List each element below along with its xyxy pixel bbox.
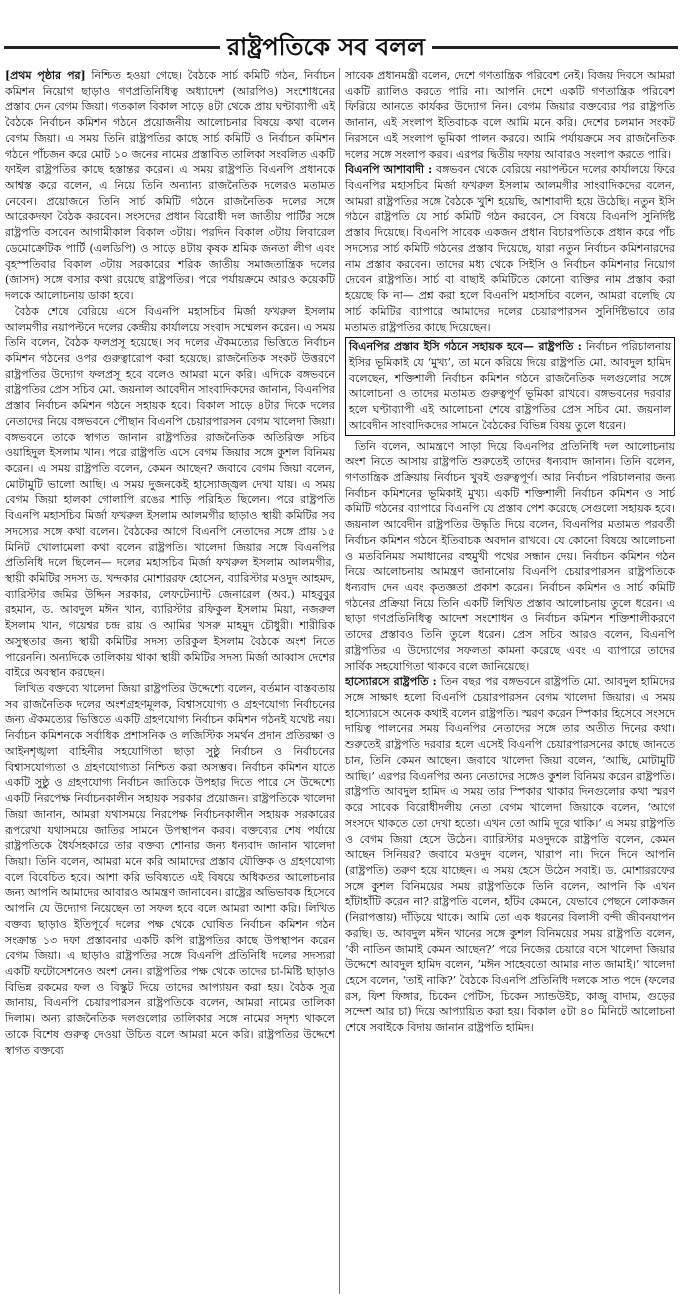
right-column bbox=[345, 68, 675, 1294]
subhead-proposal-helpful: বিএনপির প্রস্তাব ইসি গঠনে সহায়ক হবে— রাষ্ট্রপতি : bbox=[349, 340, 582, 354]
left-paragraph-1 bbox=[5, 68, 335, 304]
headline-bar bbox=[0, 24, 681, 70]
right-paragraph-4: তিনি বলেন, আমন্ত্রণে সাড়া দিয়ে বিএনপির প্রতিনিধি দল আলোচনায় অংশ নিতে আসায় রাষ্ট্রপতি শুরুতেই তাদের ধন্যবাদ জানান। তিনি বলেন, গণতান্ত্রিক প্রক্রিয়ায় নির্বাচন খুবই গুরুত্বপূর্ণ। আর নির্বাচন পরিচালনার জন্য নির্বাচন কমিশনের ভূমিকাই মুখ্য। একটি শক্তিশালী নির্বাচন কমিশন ও সার্চ কমিটি গঠনের ব্যাপারে বিএনপি যে প্রস্তাব পেশ করেছে সেগুলো সহায়ক হবে। জয়নাল আবেদীন রাষ্ট্রপতির উদ্ধৃতি দিয়ে বলেন, বিএনপির মতামত পরবর্তী নির্বাচন কমিশন গঠনে ইতিবাচক অবদান রাখবে। যে কোনো বিষয়ে আলোচনা ও মতবিনিময় সমাধানের বহুমুখী পথের সন্ধান দেয়। নির্বাচন কমিশন গঠন নিয়ে আলোচনায় আমন্ত্রণ জানানোয় বিএনপি চেয়ারপারসন রাষ্ট্রপতিকে ধন্যবাদ দেন এবং কৃতজ্ঞতা প্রকাশ করেন। নির্বাচন কমিশন ও সার্চ কমিটি গঠনের প্রক্রিয়া নিয়ে তিনি একটি লিখিত প্রস্তাব আলোচনায় তুলে ধরেন। এ ছাড়া গণপ্রতিনিধিত্ব আদেশ সংশোধন ও নির্বাচন কমিশন শক্তিশালীকরণে তাদের প্রস্তাবও তিনি তুলে ধরেন। প্রেস সচিব আরও বলেন, বিএনপি রাষ্ট্রপতির এ উদ্যোগের সফলতা কামনা করেছে এবং এ ব্যাপারে তাদের সার্বিক সহযোগিতা থাকবে বলে জানিয়েছে। bbox=[345, 439, 675, 673]
right-paragraph-3-boxed bbox=[345, 337, 675, 435]
left-paragraph-1-text: নিশ্চিত হওয়া গেছে। বৈঠকে সার্চ কমিটি গঠন, নির্বাচন কমিশন নিয়োগ ছাড়াও গণপ্রতিনিধিত্ব অধ্যাদেশ (আরপিও) সংশোধনের প্রস্তাব দেন বেগম জিয়া। গতকাল বিকাল সাড়ে ৪টা থেকে প্রায় ঘণ্টাব্যাপী এই বৈঠকে নির্বাচন কমিশন গঠনে প্রয়োজনীয় আলোচনার বিষয়ে কথা বলেন বেগম জিয়া। এ সময় তিনি রাষ্ট্রপতির কাছে সার্চ কমিটি ও নির্বাচন কমিশন গঠনে পাঁচজন করে মোট ১০ জনের নামের প্রস্তাবিত তালিকা সংবলিত একটি ফাইল রাষ্ট্রপতির কাছে হস্তান্তর করেন। এ সময় রাষ্ট্রপতি বিএনপি প্রধানকে আশ্বস্ত করে বলেন, এ নিয়ে তিনি অন্যান্য রাজনৈতিক দলেরও মতামত নেবেন। প্রয়োজনে তিনি সার্চ কমিটি গঠনে রাজনৈতিক দলের সঙ্গে আরেকদফা বৈঠক করবেন। সংসদের প্রধান বিরোধী দল জাতীয় পার্টির সঙ্গে রাষ্ট্রপতি বসবেন আগামীকাল বিকাল ৩টায়। পরদিন বিকাল ৩টায় লিবারেল ডেমোক্রেটিক পার্টি (এলডিপি) ও সাড়ে ৪টায় কৃষক শ্রমিক জনতা লীগ এবং বৃহস্পতিবার বিকাল ৩টায় সরকারের শরিক জাতীয় সমাজতান্ত্রিক দলের (জাসদ) সঙ্গে বসার কথা রয়েছে রাষ্ট্রপতির। পরে পর্যায়ক্রমে আরও কয়েকটি দলকে আলোচনায় ডাকা হবে। bbox=[5, 69, 335, 303]
right-paragraph-3-text: নির্বাচন পরিচালনায় ইসির ভূমিকাই যে ‘মুখ্য’, তা মনে করিয়ে দিয়ে রাষ্ট্রপতি মো. আবদুল হামিদ বলেছেন, শক্তিশালী নির্বাচন কমিশন গঠনে রাজনৈতিক দলগুলোর সঙ্গে আলোচনা ও তাদের মতামত গুরুত্বপূর্ণ ভূমিকা রাখবে। বঙ্গভবনের দরবার হলে ঘণ্টাব্যাপী এই আলোচনা শেষে রাষ্ট্রপতির প্রেস সচিব মো. জয়নাল আবেদীন সাংবাদিকদের সামনে বৈঠকের বিভিন্ন বিষয় তুলে ধরেন। bbox=[349, 340, 671, 432]
column-divider bbox=[339, 68, 340, 1294]
left-paragraph-3: লিখিত বক্তব্যে খালেদা জিয়া রাষ্ট্রপতির উদ্দেশ্যে বলেন, বর্তমান বাস্তবতায় সব রাজনৈতিক দলের অংশগ্রহণমূলক, বিশ্বাসযোগ্য ও গ্রহণযোগ্য নির্বাচনের জন্য ঐকমত্যের ভিত্তিতে একটি গ্রহণযোগ্য নির্বাচন কমিশন গঠনই যথেষ্ট নয়। নির্বাচন কমিশনকে সর্বাধিক প্রশাসনিক ও লজিস্টিক সমর্থন প্রদান প্রতিরক্ষা ও আইনশৃঙ্খলা বাহিনীর সহযোগিতা ছাড়া সুষ্ঠু নির্বাচন ও নির্বাচনের বিশ্বাসযোগ্যতা ও গ্রহণযোগ্যতা নিশ্চিত করা অসম্ভব। নির্বাচন কমিশন যাতে একটি সুষ্ঠু ও গ্রহণযোগ্য নির্বাচন জাতিকে উপহার দিতে পারে সে উদ্দেশ্যে একটি নিরপেক্ষ নির্বাচনকালীন সহায়ক সরকার প্রয়োজন। রাষ্ট্রপতিকে খালেদা জিয়া জানান, আমরা যথাসময়ে নিরপেক্ষ নির্বাচনকালীন সহায়ক সরকারের রূপরেখা যথাসময়ে জাতির সামনে উপস্থাপন করব। বক্তব্যের শেষ পর্যায়ে রাষ্ট্রপতিকে ধৈর্যসহকারে তার বক্তব্য শোনার জন্য ধন্যবাদ জানান খালেদা জিয়া। তিনি বলেন, আমরা মনে করি আমাদের প্রস্তাব যৌক্তিক ও গ্রহণযোগ্য বলে বিবেচিত হবে। আশা করি ভবিষ্যতে এই বিষয়ে অধিকতর আলোচনার জন্য আপনি আমাদের আবারও আমন্ত্রণ জানাবেন। রাষ্ট্রের অভিভাবক হিসেবে আপনি যে উদ্যোগ নিয়েছেন তা সফল হবে বলে আমরা আশা করি। লিখিত বক্তব্য ছাড়াও ইতিপূর্বে দলের পক্ষ থেকে ঘোষিত নির্বাচন কমিশন গঠন সংক্রান্ত ১৩ দফা প্রস্তাবনার একটি কপি রাষ্ট্রপতির কাছে উপস্থাপন করেন বেগম জিয়া। এ ছাড়াও রাষ্ট্রপতির সঙ্গে বিএনপি প্রতিনিধি দলের সদস্যরা একটি ফটোসেশনেও অংশ নেন। রাষ্ট্রপতির পক্ষ থেকে তাদের চা-মিষ্টি ছাড়াও বিভিন্ন রকমের ফল ও বিস্কুট দিয়ে তাদের আপ্যায়ন করা হয়। বৈঠক সূত্র জানায়, বিএনপি চেয়ারপারসন রাষ্ট্রপতিকে বলেন, আমরা নামের তালিকা দিলাম। অন্য রাজনৈতিক দলগুলোর তালিকার সঙ্গে নামের সদৃশ্য থাকলে তাকে বিশেষ গুরুত্ব দেওয়া উচিত বলে আমরা মনে করি। রাষ্ট্রপতির উদ্দেশে স্বাগত বক্তব্যে bbox=[5, 682, 335, 1057]
headline-rule-right bbox=[432, 46, 678, 49]
headline: রাষ্ট্রপতিকে সব বলল bbox=[226, 32, 426, 61]
subhead-president-humor: হাস্যোরসে রাষ্ট্রপতি : bbox=[345, 675, 437, 689]
left-paragraph-2: বৈঠক শেষে বেরিয়ে এসে বিএনপি মহাসচিব মির্জা ফখরুল ইসলাম আলমগীর নয়াপল্টনে দলের কেন্দ্রীয় কার্যালয়ে সংবাদ সম্মেলন করেন। এ সময় তিনি বলেন, বৈঠক ফলপ্রসূ হয়েছে। সব দলের ঐকমত্যের ভিত্তিতে নির্বাচন কমিশন গঠনের ওপর গুরুত্বারোপ করা হয়েছে। রাজনৈতিক সংকট উত্তরণে রাষ্ট্রপতির উদ্যোগ ফলপ্রসূ হবে বলেও আমরা মনে করি। এদিকে বঙ্গভবনে রাষ্ট্রপতির প্রেস সচিব মো. জয়নাল আবেদীন সাংবাদিকদের জানান, বিএনপির প্রস্তাব নির্বাচন কমিশন গঠনে সহায়ক হবে। বিকাল সাড়ে ৪টার দিকে দলের নেতাদের নিয়ে বঙ্গভবনে পৌছান বিএনপি চেয়ারপারসন বেগম খালেদা জিয়া। বঙ্গভবনে তাকে স্বাগত জানান রাষ্ট্রপতির রাজনৈতিক অতিরিক্ত সচিব ওয়াহিদুল ইসলাম খান। পরে রাষ্ট্রপতি এসে বেগম জিয়ার সঙ্গে কুশল বিনিময় করেন। এ সময় রাষ্ট্রপতি বলেন, কেমন আছেন? জবাবে বেগম জিয়া বলেন, মোটামুটি ভালো আছি। এ সময় দুজনকেই হাস্যোজ্জ্বল দেখা যায়। এ সময় বেগম জিয়া হালকা গোলাপি রঙের শাড়ি পরিহিত ছিলেন। পরে রাষ্ট্রপতি বিএনপি মহাসচিব মির্জা ফখরুল ইসলাম আলমগীর ছাড়াও স্থায়ী কমিটির সব সদস্যের সঙ্গে কথা বলেন। বৈঠকের আগে বিএনপি নেতাদের সঙ্গে প্রায় ১৫ মিনিট খোলামেলা কথা বলেন রাষ্ট্রপতি। খালেদা জিয়ার সঙ্গে বিএনপির প্রতিনিধি দলে ছিলেন— দলের মহাসচিব মির্জা ফখরুল ইসলাম আলমগীর, স্থায়ী কমিটির সদস্য ড. খন্দকার মোশাররফ হোসেন, ব্যারিস্টার মওদুদ আহমদ, ব্যারিস্টার জমির উদ্দিন সরকার, লেফটেন্যান্ট জেনারেল (অব.) মাহবুবুর রহমান, ড. আবদুল মঈন খান, ব্যারিস্টার রফিকুল ইসলাম মিয়া, নজরুল ইসলাম খান, গয়েশ্বর চন্দ্র রায় ও আমির খসরু মাহমুদ চৌধুরী। শারীরিক অসুস্থতার জন্য স্থায়ী কমিটির সদস্য তরিকুল ইসলাম বৈঠকে অংশ নিতে পারেননি। অন্যদিকে তালিকায় থাকা স্থায়ী কমিটির সদস্য মির্জা আব্বাস দেশের বাইরে অবস্থান করছেন। bbox=[5, 304, 335, 680]
continuation-label: [প্রথম পৃষ্ঠার পর] bbox=[5, 69, 86, 82]
right-paragraph-2-text: বঙ্গভবন থেকে বেরিয়ে নয়াপল্টনে দলের কার্যালয়ে ফিরে বিএনপির মহাসচিব মির্জা ফখরুল ইসলাম আলমগীর সাংবাদিকদের বলেন, আমরা রাষ্ট্রপতির সঙ্গে বৈঠকে খুশি হয়েছি, আশাবাদী হয়ে উঠেছি। নতুন ইসি গঠনে রাষ্ট্রপতি যে সার্চ কমিটি গঠন করবেন, সে বিষয়ে বিএনপি সুনির্দিষ্ট প্রস্তাব দিয়েছে। বিএনপি সাবেক একজন প্রধান বিচারপতিকে প্রধান করে পাঁচ সদস্যের সার্চ কমিটি গঠনের প্রস্তাব দিয়েছে, যারা নতুন নির্বাচন কমিশনারদের নাম প্রস্তাব করবেন। তাদের মধ্য থেকে সিইসি ও নির্বাচন কমিশনার নিয়োগ দেবেন রাষ্ট্রপতি। সার্চ বা বাছাই কমিটিতে কোনো ব্যক্তির নাম প্রস্তাব করা হয়েছে কি না— প্রশ্ন করা হলে বিএনপি মহাসচিব বলেন, আমরা বলেছি যে সার্চ কমিটির ব্যাপারে আমাদের দলের চেয়ারপারসন সুনির্দিষ্টভাবে তার মতামত রাষ্ট্রপতির কাছে দিয়েছেন। bbox=[345, 163, 675, 334]
subhead-bnp-optimistic: বিএনপি আশাবাদী : bbox=[345, 163, 433, 177]
right-paragraph-5 bbox=[345, 674, 675, 1036]
headline-rule-left bbox=[4, 46, 220, 49]
right-paragraph-2 bbox=[345, 162, 675, 335]
right-paragraph-1: সাবেক প্রধানমন্ত্রী বলেন, দেশে গণতান্ত্রিক পরিবেশ নেই। বিজয় দিবসে আমরা একটি র‌্যালিও করতে পারি না। আপনি দেশে একটি গণতান্ত্রিক পরিবেশ ফিরিয়ে আনতে কার্যকর উদ্যোগ নিন। বেগম জিয়ার বক্তব্যের পর রাষ্ট্রপতি জানান, এই সংলাপ ইতিবাচক বলে আমি মনে করি। দেশের চলমান সংকট নিরসনে এই সংলাপ ভূমিকা পালন করবে। আমি পর্যায়ক্রমে সব রাজনৈতিক দলের সঙ্গে সংলাপ করব। এরপর দ্বিতীয় দফায় আবারও সংলাপ করতে পারি। bbox=[345, 69, 675, 161]
left-column bbox=[5, 68, 335, 1294]
right-paragraph-5-text: তিন বছর পর বঙ্গভবনে রাষ্ট্রপতি মো. আবদুল হামিদের সঙ্গে সাক্ষাৎ হলো বিএনপি চেয়ারপারসন বেগম খালেদা জিয়ার। এ সময় হাস্যোরসে অনেক কথাই বলেন রাষ্ট্রপতি। স্মরণ করেন স্পিকার হিসেবে সংসদে দায়িত্ব পালনের সময় বিএনপির নেতাদের সঙ্গে তার অতীত দিনের কথা। শুরুতেই রাষ্ট্রপতি দরবার হলে এসেই বিএনপি চেয়ারপারসনের কাছে জানতে চান, তিনি কেমন আছেন। জবাবে খালেদা জিয়া বলেন, ‘আছি, মোটামুটি আছি।’ এরপর বিএনপির অন্য নেতাদের সঙ্গেও কুশল বিনিময় করেন রাষ্ট্রপতি। রাষ্ট্রপতি আবদুল হামিদ এ সময় তার স্পিকার থাকার দিনগুলোর কথা স্মরণ করে সাবেক বিরোধীদলীয় নেতা বেগম খালেদা জিয়াকে বলেন, ‘আগে সংসদে থাকতে তো দেখা হতো। এখন তো আমি দূরে থাকি।’ এ সময় রাষ্ট্রপতি ও বেগম জিয়া হেসে উঠেন। ব্যারিস্টার মওদুদকে রাষ্ট্রপতি বলেন, কেমন আছেন সিনিয়র? জবাবে মওদুদ বলেন, খারাপ না। দিনে দিনে আপনি (রাষ্ট্রপতি) তরুণ হয়ে যাচ্ছেন। এ সময় হেসে উঠেন সবাই। ড. মোশাররফের সঙ্গে কুশল বিনিময়ের সময় রাষ্ট্রপতিকে তিনি বলেন, আপনি কি এখন হাঁটাহাঁটি করেন না? রাষ্ট্রপতি বলেন, হাঁটব কেমনে, যেভাবে পেছনে লোকজন (নিরাপত্তায়) দাঁড়িয়ে থাকে। আমি তো এক ধরনের বিলাসী বন্দী জীবনযাপন করছি। ড. আবদুল মঈন খানের সঙ্গে কুশল বিনিময়ের সময় রাষ্ট্রপতি বলেন, ‘কী নাতিন জামাই কেমন আছেন?’ পরে নিজের চেয়ারে বসে খালেদা জিয়ার উদ্দেশে আবদুল হামিদ বলেন, ‘মঈন সাহেবতো আমার নাত জামাই।’ খালেদা হেসে বলেন, ‘তাই নাকি?’ বৈঠকে বিএনপি প্রতিনিধি দলকে সাত পদে (ফলের রস, ফিশ ফিঙ্গার, চিকেন পেটিস, চিকেন স্যান্ডউইচ, কাজু বাদাম, গুড়ের সন্দেশ আর চা) দিয়ে আপ্যায়িত করা হয়। বিকাল ৫টা ৪০ মিনিটে আলোচনা শেষে সবাইকে বিদায় জানান রাষ্ট্রপতি হামিদ। bbox=[345, 675, 675, 1035]
